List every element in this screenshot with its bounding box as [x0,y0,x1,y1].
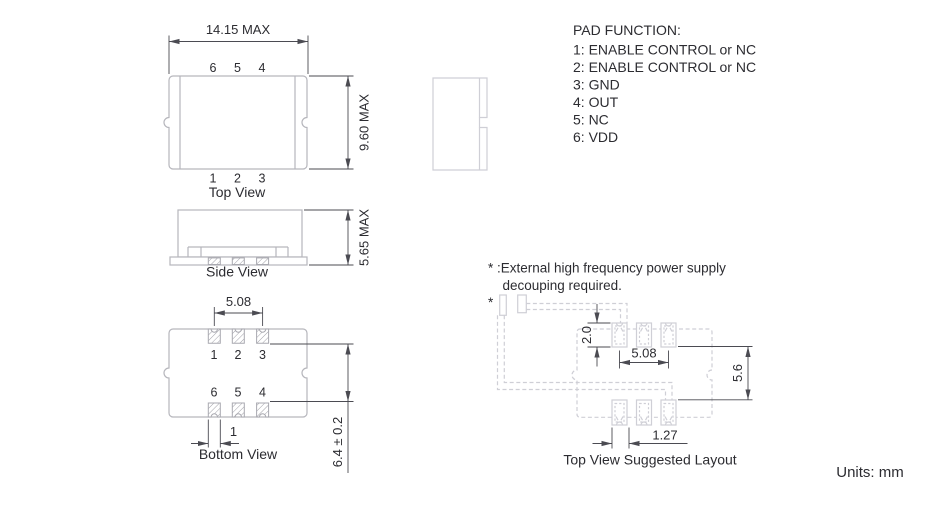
pin-label: 4 [259,385,266,400]
layout-asterisk-marker: * [488,295,494,310]
top-view-label: Top View [208,184,266,200]
suggested-layout [488,261,753,468]
layout-pad-width-dimension [593,428,688,449]
decoupling-capacitor-pads [500,295,527,315]
end-view [433,78,487,170]
pin-label: 1 [210,348,218,362]
layout-pad-length-dimension [579,304,611,367]
pad-function-title: PAD FUNCTION: [573,22,681,38]
pin-label: 6 [209,61,217,75]
top-view-height-dim-text: 9.60 MAX [356,93,372,152]
side-view-label: Side View [205,263,269,280]
pad-function-item-3: 3: GND [573,76,620,93]
pin-label: 5 [234,61,241,75]
side-view-height-dimension [304,209,372,266]
bottom-view-pad-width-dim-text: 1 [229,424,238,439]
layout-pads-top-row [612,323,676,347]
bottom-view-pad-width-dimension [191,420,239,448]
units-note: Units: mm [836,464,904,481]
pin-label: 6 [210,385,218,400]
suggested-layout-label: Top View Suggested Layout [563,451,737,468]
pad-function-item-4: 4: OUT [573,94,619,110]
bottom-view [164,294,354,473]
bottom-view-label: Bottom View [198,446,278,462]
layout-pads-bottom-row [612,400,676,425]
pin-label: 5 [234,385,242,400]
top-view [164,22,372,200]
pad-function-item-6: 6: VDD [573,129,619,145]
pad-function-item-5: 5: NC [573,111,609,128]
note-line-2: decouping required. [502,278,622,293]
side-view [170,209,372,280]
pin-label: 3 [259,348,266,362]
pin-label: 4 [258,61,266,75]
note-line-1: * :External high frequency power supply [488,260,726,276]
pin-label: 3 [258,171,266,186]
layout-pitch-dimension [620,346,669,369]
layout-gap-dim-text: 5.6 [730,363,745,383]
pin-label: 1 [209,171,217,186]
pad-function-item-1: 1: ENABLE CONTROL or NC [573,41,757,58]
layout-gap-dimension [678,347,753,400]
layout-pad-length-dim-text: 2.0 [579,325,594,345]
bottom-view-span-dim-text: 6.4 ± 0.2 [330,416,345,468]
decoupling-note [488,261,726,294]
pin-label: 2 [234,171,241,186]
top-view-width-dim-text: 14.15 MAX [205,22,271,37]
side-view-body [178,210,302,257]
pin-label: 2 [234,348,242,362]
top-view-height-dimension [309,76,372,169]
layout-pitch-dim-text: 5.08 [631,345,657,361]
layout-pad-width-dim-text: 1.27 [652,427,678,443]
side-view-height-dim-text: 5.65 MAX [356,208,372,267]
pad-function-legend [573,22,756,145]
pad-function-item-2: 2: ENABLE CONTROL or NC [573,59,757,75]
bottom-view-pitch-dim-text: 5.08 [225,294,252,309]
top-view-outline [164,76,307,169]
bottom-view-pitch-dimension [214,294,262,326]
